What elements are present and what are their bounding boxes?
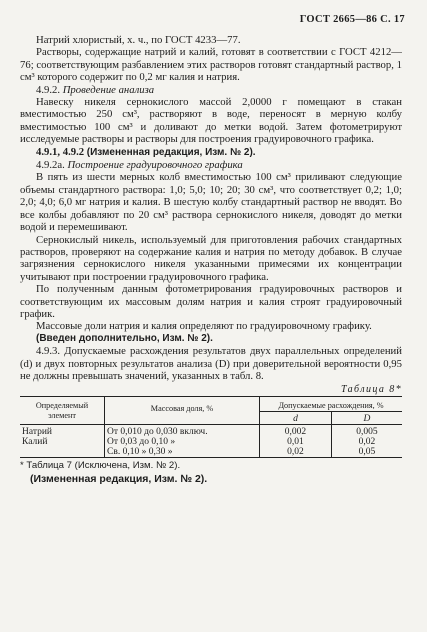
edit-note-clauses: 4.9.1, 4.9.2 — [36, 145, 87, 158]
table-row — [20, 427, 402, 437]
column-header-mass: Массовая доля, % — [105, 397, 260, 425]
page-header: ГОСТ 2665—86 С. 17 — [299, 14, 405, 25]
table-footnote: * Таблица 7 (Исключена, Изм. № 2). — [20, 459, 181, 471]
paragraph-calibration-flasks: В пять из шести мерных колб вместимостью 100 см³ приливают следующие объемы стандартного раствора: 1,0; 5,0; 10; 20; 30 см³, что соответствует 0,2; 1,0; 2,0; 4,0; 6,0 мг натрия и калия. В шестую колбу стандартный раствор не вводят. Во все колбы добавляют по 20 см³ раствора сернокислого никеля, доводят до метки водой и перемешивают. — [20, 171, 402, 234]
document-body — [20, 34, 402, 486]
column-header-element: Определяемый элемент — [35, 401, 89, 420]
paragraph-tolerances: 4.9.3. Допускаемые расхождения результатов двух параллельных определений (d) и двух повторных результатов анализа (D) при доверительной вероятности 0,95 не должны превышать значений, указанных в табл. 8. — [20, 345, 402, 382]
tolerance-table — [20, 396, 402, 458]
cell-element — [20, 447, 105, 458]
column-header-D: D — [331, 411, 402, 425]
edit-note-text: (Измененная редакция, Изм. № 2). — [86, 146, 256, 158]
table-row — [20, 447, 402, 458]
paragraph-nickel-check: Сернокислый никель, используемый для приготовления рабочих стандартных растворов, проверяют на содержание калия и натрия по методу добавок. В случае загрязнения сернокислого никеля указанными примесями их концентрации учитывают при построении градуировочного графика. — [20, 233, 402, 283]
edit-note-final: (Измененная редакция, Изм. № 2). — [30, 473, 208, 486]
cell-element: Натрий — [22, 426, 53, 437]
cell-element: Калий — [22, 436, 48, 447]
paragraph-sodium-chloride: Натрий хлористый, х. ч., по ГОСТ 4233—77. — [36, 34, 241, 46]
paragraph-solutions: Растворы, содержащие натрий и калий, готовят в соответствии с ГОСТ 4212—76; соответствующим разбавлением этих растворов готовят стандартный раствор, 1 см³ которого содержит по 0,2 мг калия и натрия. — [20, 46, 402, 84]
cell-d: 0,02 — [260, 447, 332, 458]
section-number: 4.9.2а. — [36, 159, 68, 172]
paragraph-calibration-graph: По полученным данным фотометрирования градуировочных растворов и соответствующим их массовым долям натрия и калия строят градуировочный график. — [20, 283, 402, 320]
cell-D: 0,05 — [331, 447, 402, 458]
cell-D: 0,02 — [331, 437, 402, 447]
cell-d: 0,002 — [260, 427, 332, 437]
cell-mass: От 0,010 до 0,030 включ. — [105, 427, 260, 437]
table-caption: Таблица 8* — [341, 384, 402, 396]
section-number: 4.9.2. — [36, 83, 63, 96]
section-heading-4-9-2a — [20, 159, 402, 171]
edit-note-added: (Введен дополнительно, Изм. № 2). — [36, 332, 213, 344]
cell-d: 0,01 — [260, 437, 332, 447]
paragraph-sample-prep: Навеску никеля сернокислого массой 2,0000 г помещают в стакан вместимостью 250 см³, растворяют в воде, переносят в мерную колбу вместимостью 100 см³ и доливают до метки водой. Затем фотометрируют исследуемые растворы и растворы для построения градуировочного графика. — [20, 96, 402, 146]
column-header-d: d — [260, 411, 332, 425]
table-row — [20, 437, 402, 447]
paragraph-mass-fractions: Массовые доли натрия и калия определяют по градуировочному графику. — [36, 320, 372, 333]
edit-note-4-9-1 — [20, 146, 402, 159]
section-title: Построение градуировочного графика — [67, 159, 243, 172]
column-header-allowed: Допускаемые расхождения, % — [260, 397, 403, 412]
section-title: Проведение анализа — [62, 83, 155, 96]
cell-mass: Св. 0,10 » 0,30 » — [105, 447, 260, 458]
cell-D: 0,005 — [331, 427, 402, 437]
cell-mass: От 0,03 до 0,10 » — [105, 437, 260, 447]
section-heading-4-9-2 — [20, 84, 402, 96]
